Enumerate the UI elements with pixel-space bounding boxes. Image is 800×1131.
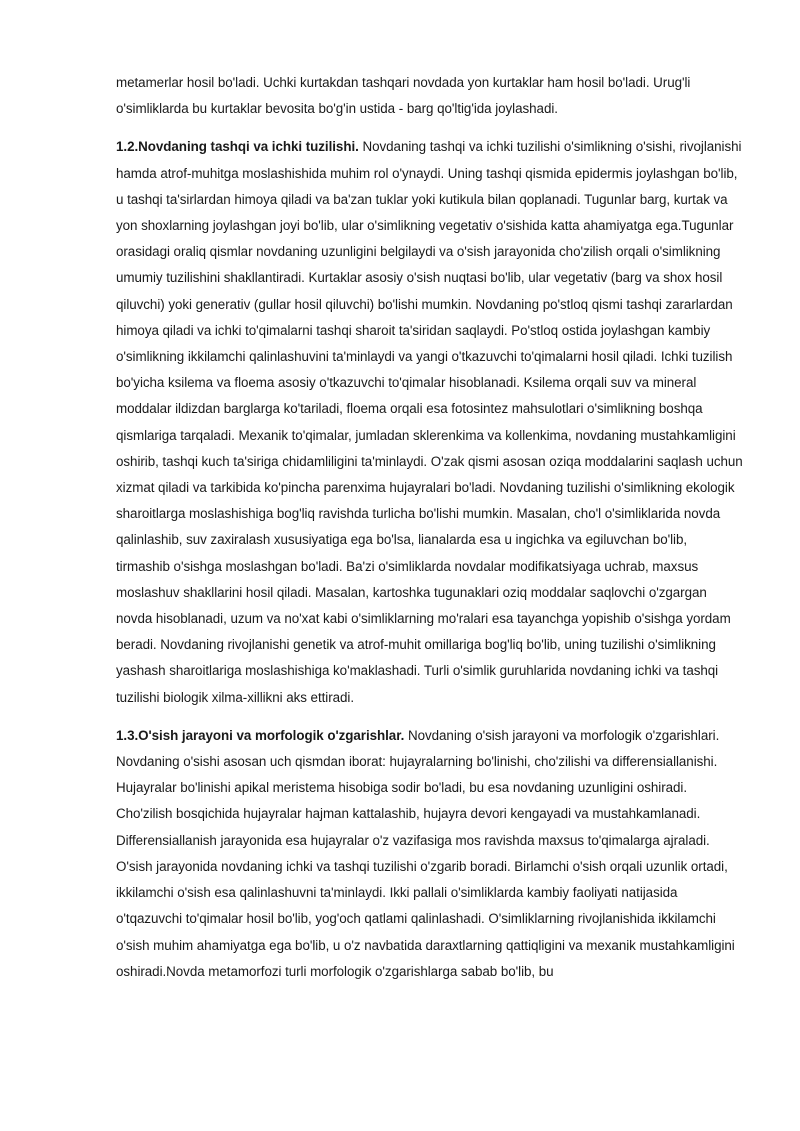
paragraph-intro: metamerlar hosil bo'ladi. Uchki kurtakdan tashqari novdada yon kurtaklar ham hosil bo'ladi. Urug'li o'simliklarda bu kurtaklar bevosita bo'g'in ustida - barg qo'ltig'ida joylashadi. (116, 75, 691, 117)
section-text-1-2: Novdaning tashqi va ichki tuzilishi o'simlikning o'sishi, rivojlanishi hamda atrof-muhitga moslashishida muhim rol o'ynaydi. Uning tashqi qismida epidermis joylashgan bo'lib, u tashqi ta'sirlardan himoya qiladi va ba'zan tuklar yoki kutikula bilan qoplanadi. Tugunlar barg, kurtak va yon shoxlarning joylashgan joyi bo'lib, ular o'simlikning vegetativ o'sishida katta ahamiyatga ega.Tugunlar orasidagi oraliq qismlar novdaning uzunligini belgilaydi va o'sish jarayonida cho'zilish orqali o'simlikning umumiy tuzilishini shakllantiradi. Kurtaklar asosiy o'sish nuqtasi bo'lib, ular vegetativ (barg va shox hosil qiluvchi) yoki generativ (gullar hosil qiluvchi) bo'lishi mumkin. Novdaning po'stloq qismi tashqi zararlardan himoya qiladi va ichki to'qimalarni tashqi sharoit ta'siridan saqlaydi. Po'stloq ostida joylashgan kambiy o'simlikning ikkilamchi qalinlashuvini ta'minlaydi va yangi o'tkazuvchi to'qimalarni hosil qiladi. Ichki tuzilish bo'yicha ksilema va floema asosiy o'tkazuvchi to'qimalar hisoblanadi. Ksilema orqali suv va mineral moddalar ildizdan barglarga ko'tariladi, floema orqali esa fotosintez mahsulotlari o'simlikning boshqa qismlariga tarqaladi. Mexanik to'qimalar, jumladan sklerenkima va kollenkima, novdaning mustahkamligini oshirib, tashqi kuch ta'siriga chidamliligini ta'minlaydi. O'zak qismi asosan oziqa moddalarini saqlash uchun xizmat qiladi va tarkibida ko'pincha parenxima hujayralari bo'ladi. Novdaning tuzilishi o'simlikning ekologik sharoitlarga moslashishiga bog'liq ravishda turlicha bo'lishi mumkin. Masalan, cho'l o'simliklarida novda qalinlashib, suv zaxiralash xususiyatiga ega bo'lsa, lianalarda esa u ingichka va egiluvchan bo'lib, tirmashib o'sishga moslashgan bo'ladi. Ba'zi o'simliklarda novdalar modifikatsiyaga uchrab, maxsus moslashuv shakllarini hosil qiladi. Masalan, kartoshka tugunaklari oziq moddalar saqlovchi o'zgargan novda hisoblanadi, uzum va no'xat kabi o'simliklarning mo'ralari esa tayanchga yopishib o'sishga yordam beradi. Novdaning rivojlanishi genetik va atrof-muhit omillariga bog'liq bo'lib, uning tuzilishi o'simlikning yashash sharoitlariga moslashishiga ko'maklashadi. Turli o'simlik guruhlarida novdaning ichki va tashqi tuzilishi biologik xilma-xillikni aks ettiradi. (116, 139, 743, 705)
section-1-3 (116, 723, 744, 985)
section-text-1-3: Novdaning o'sish jarayoni va morfologik o'zgarishlari. Novdaning o'sishi asosan uch qismdan iborat: hujayralarning bo'linishi, cho'zilishi va differensiallanishi. Hujayralar bo'linishi apikal meristema hisobiga sodir bo'ladi, bu esa novdaning uzunligini oshiradi. Cho'zilish bosqichida hujayralar hajman kattalashib, hujayra devori kengayadi va mustahkamlanadi. Differensiallanish jarayonida esa hujayralar o'z vazifasiga mos ravishda maxsus to'qimalarga ajraladi. O'sish jarayonida novdaning ichki va tashqi tuzilishi o'zgarib boradi. Birlamchi o'sish orqali uzunlik ortadi, ikkilamchi o'sish esa qalinlashuvni ta'minlaydi. Ikki pallali o'simliklarda kambiy faoliyati natijasida o'tqazuvchi to'qimalar hosil bo'lib, yog'och qatlami qalinlashadi. O'simliklarning rivojlanishida ikkilamchi o'sish muhim ahamiyatga ega bo'lib, u o'z navbatida daraxtlarning qattiqligini va mexanik mustahkamligini oshiradi.Novda metamorfozi turli morfologik o'zgarishlarga sabab bo'lib, bu (116, 727, 735, 979)
section-heading-1-2: 1.2.Novdaning tashqi va ichki tuzilishi. (116, 139, 359, 155)
section-heading-1-3: 1.3.O'sish jarayoni va morfologik o'zgarishlar. (116, 727, 405, 743)
section-1-2 (116, 134, 744, 710)
